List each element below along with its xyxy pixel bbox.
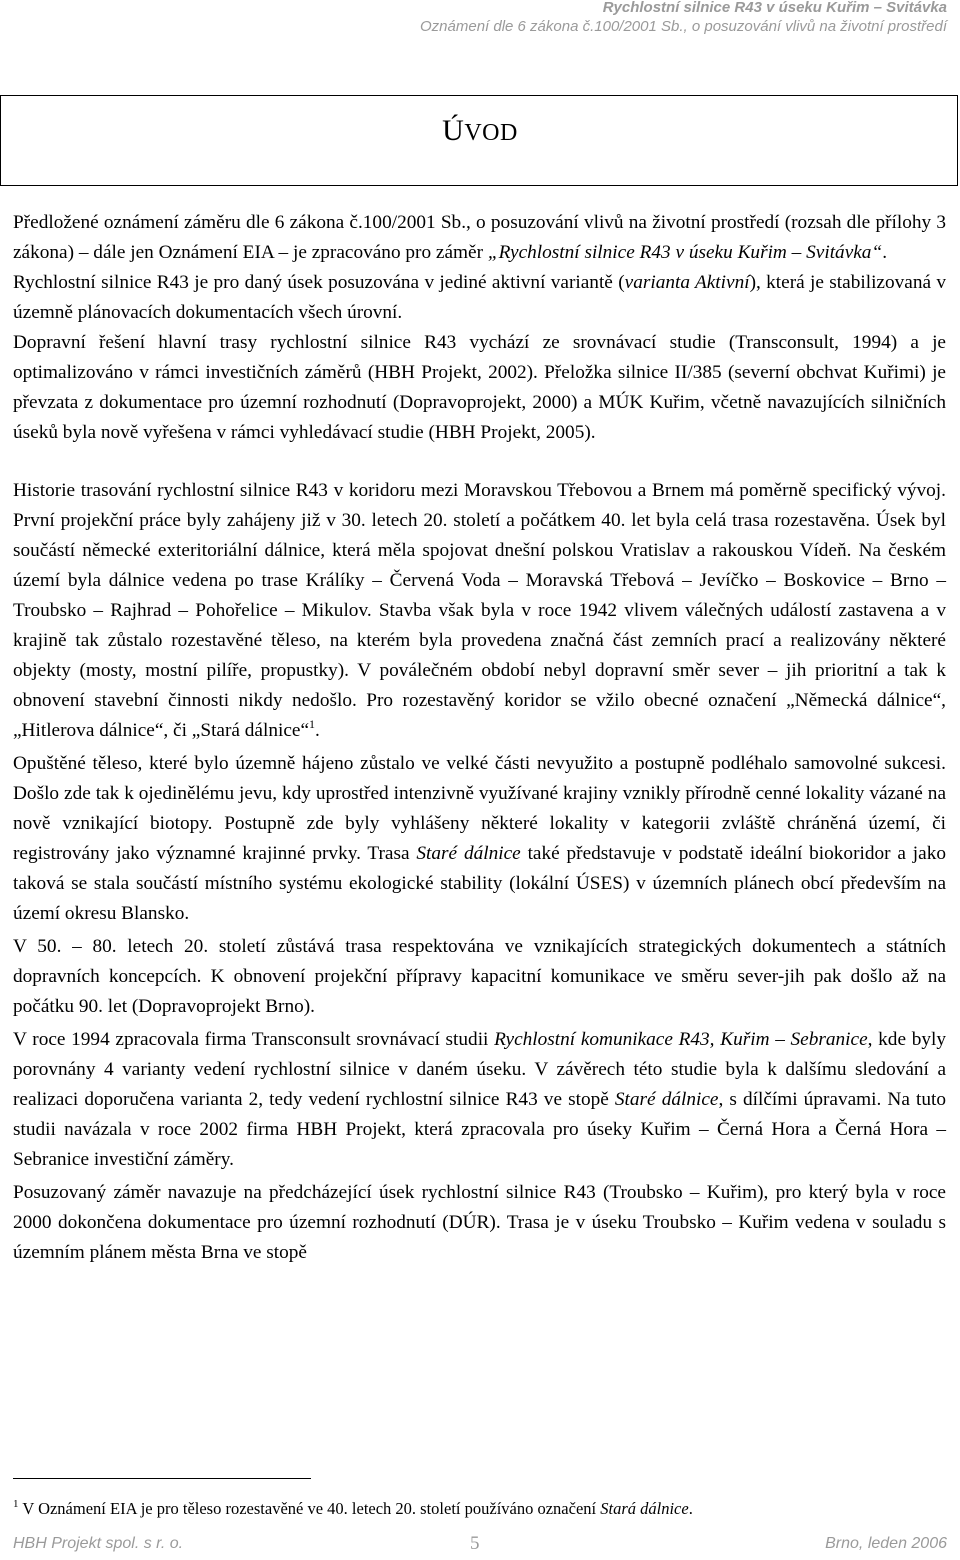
paragraph-variant: Rychlostní silnice R43 je pro daný úsek posuzována v jediné aktivní variantě (varianta Aktivní), která je stabilizovaná v územně plánovacích dokumentacích všech úrovní. (13, 272, 947, 323)
paragraph-50s-80s: V 50. – 80. letech 20. století zůstává trasa respektována ve vznikajících strategických dokumentech a státních dopravních koncepcích. K obnovení projekční přípravy kapacitní komunikace ve směru sever-jih pak došlo až na počátku 90. let (Dopravoprojekt Brno). (13, 936, 946, 1017)
footnote-reference: 1 (309, 717, 316, 731)
project-name: „Rychlostní silnice R43 v úseku Kuřim – Svitávka“ (487, 242, 883, 263)
header-document-title: Rychlostní silnice R43 v úseku Kuřim – Svitávka (602, 0, 947, 16)
section-title (0, 113, 960, 151)
footer-company: HBH Projekt spol. s r. o. (13, 1535, 184, 1552)
footnote-separator (13, 1478, 311, 1479)
page-number: 5 (470, 1533, 480, 1554)
variant-name: varianta Aktivní (624, 272, 750, 293)
paragraph-history: Historie trasování rychlostní silnice R43 v koridoru mezi Moravskou Třebovou a Brnem má poměrně specifický vývoj. První projekční práce byly zahájeny již v 30. letech 20. století a počátkem 40. let byla celá trasa rozestavěna. Úsek byl součástí německé exteritoriální dálnice, která měla spojovat dnešní polskou Vratislav a rakouskou Vídeň. Na českém území byla dálnice vedena po trase Králíky – Červená Voda – Moravská Třebová – Jevíčko – Boskovice – Brno – Troubsko – Rajhrad – Pohořelice – Mikulov. Stavba však byla v roce 1942 vlivem válečných událostí zastavena a v krajině tak zůstalo rozestavěné těleso, na kterém byla provedena značná část zemních prací a realizovány některé objekty (mosty, mostní pilíře, propustky). V poválečném období nebyl dopravní směr sever – jih prioritní a tak k obnovení stavební činnosti nikdy nedošlo. Pro rozestavěný koridor se vžilo obecné označení „Německá dálnice“, „Hitlerova dálnice“, či „Stará dálnice“$^1$. (13, 480, 946, 741)
footer-date: Brno, leden 2006 (825, 1535, 947, 1552)
paragraph-abandoned-body: Opuštěné těleso, které bylo územně hájeno zůstalo ve velké části nevyužito a postupně podléhalo samovolné sukcesi. Došlo zde tak k ojedinělému jevu, kdy uprostřed intenzivně využívané krajiny vznikly přírodně cenné lokality vázané na nově vznikající biotopy. Postupně zde byly vyhlášeny některé lokality v kategorii zvláště chráněná území, či registrovány jako významné krajinné prvky. Trasa Staré dálnice také představuje v podstatě ideální biokoridor a jako taková se stala součástí místního systému ekologické stability (lokální ÚSES) v územních plánech obcí především na území okresu Blansko. (13, 753, 946, 924)
section-title-initial: Ú (442, 114, 465, 147)
footnote: $^1$ V Oznámení EIA je pro těleso rozestavěné ve 40. letech 20. století používáno označení Stará dálnice. (13, 1498, 693, 1518)
footnote-number: 1 (13, 1498, 19, 1510)
study-title: Rychlostní komunikace R43, Kuřim – Sebranice (494, 1029, 868, 1050)
document-body (13, 208, 946, 1268)
paragraph-1994-study: V roce 1994 zpracovala firma Transconsult srovnávací studii Rychlostní komunikace R43, Kuřim – Sebranice, kde byly porovnány 4 varianty vedení rychlostní silnice v daném úseku. V závěrech této studie byla k dalšímu sledování a realizaci doporučena varianta 2, tedy vedení rychlostní silnice R43 ve stopě Staré dálnice, s dílčími úpravami. Na tuto studii navázala v roce 2002 firma HBH Projekt, která zpracovala pro úseky Kuřim – Černá Hora a Černá Hora – Sebranice investiční záměry. (13, 1029, 946, 1170)
old-highway-term: Staré dálnice (416, 843, 521, 864)
paragraph-previous-section: Posuzovaný záměr navazuje na předcházející úsek rychlostní silnice R43 (Troubsko – Kuřim), pro který byla v roce 2000 dokončena dokumentace pro územní rozhodnutí (DÚR). Trasa je v úseku Troubsko – Kuřim vedena v souladu s územním plánem města Brna ve stopě (13, 1182, 946, 1263)
header-document-subtitle: Oznámení dle 6 zákona č.100/2001 Sb., o posuzování vlivů na životní prostředí (420, 18, 947, 35)
section-title-rest: VOD (464, 120, 518, 146)
paragraph-traffic-solution: Dopravní řešení hlavní trasy rychlostní silnice R43 vychází ze srovnávací studie (Transconsult, 1994) a je optimalizováno v rámci investičních záměrů (HBH Projekt, 2002). Přeložka silnice II/385 (severní obchvat Kuřimi) je převzata z dokumentace pro územní rozhodnutí (Dopravoprojekt, 2000) a MÚK Kuřim, včetně navazujících silničních úseků byla nově vyřešena v rámci vyhledávací studie (HBH Projekt, 2005). (13, 332, 946, 443)
old-highway-term-2: Staré dálnice (614, 1089, 719, 1110)
paragraph-intro: Předložené oznámení záměru dle 6 zákona č.100/2001 Sb., o posuzování vlivů na životní prostředí (rozsah dle přílohy 3 zákona) – dále jen Oznámení EIA – je zpracováno pro záměr „Rychlostní silnice R43 v úseku Kuřim – Svitávka“. (13, 212, 946, 263)
